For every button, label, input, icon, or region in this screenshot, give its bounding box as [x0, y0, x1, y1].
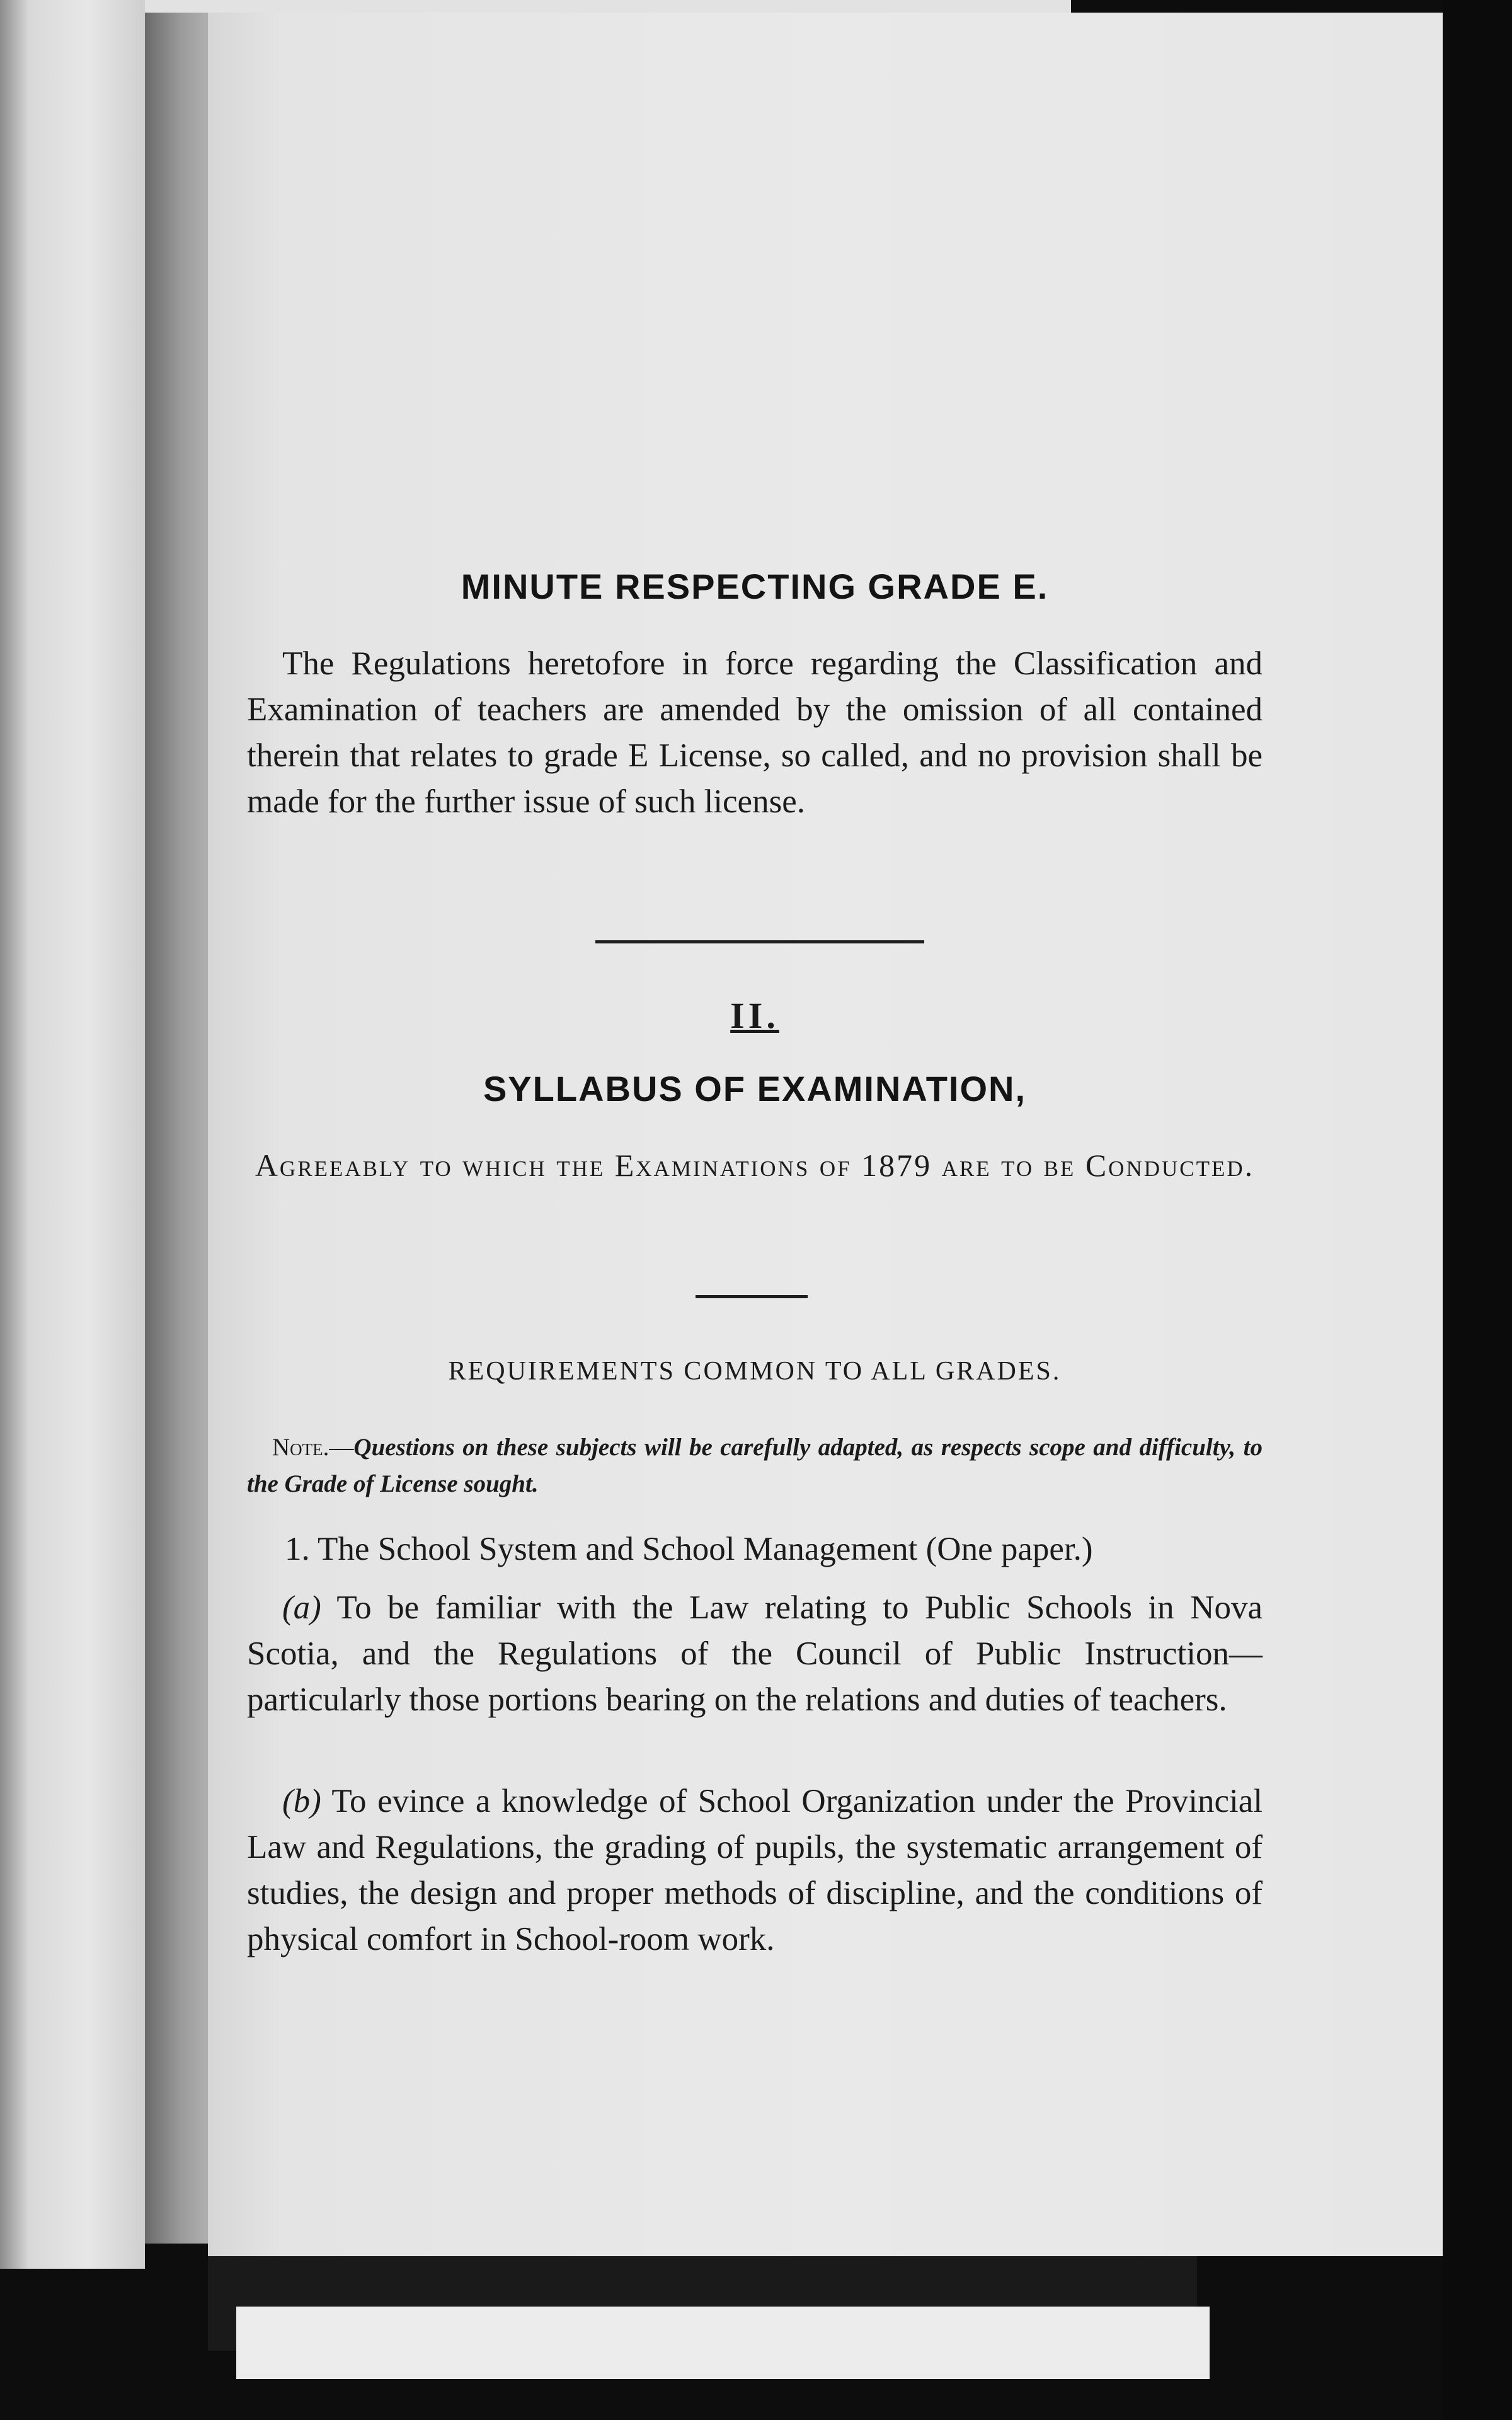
item-a-text: To be familiar with the Law relating to Public Schools in Nova Scotia, and the Regulations of the Council of Public Instruction—particularly those portions bearing on the relations and duties of teachers.	[247, 1589, 1263, 1718]
short-divider-rule	[696, 1295, 808, 1298]
right-dark-border	[1443, 0, 1512, 2420]
item-b-paragraph	[247, 1778, 1263, 1962]
note-text: Questions on these subjects will be carefully adapted, as respects scope and difficulty, to the Grade of License sought.	[247, 1434, 1263, 1497]
bottom-paper-slip	[236, 2307, 1210, 2379]
item-1-heading: 1. The School System and School Management (One paper.)	[285, 1531, 1093, 1567]
syllabus-subheading: Agreeably to which the Examinations of 1879 are to be Conducted.	[255, 1148, 1255, 1183]
section-divider-rule	[595, 940, 924, 943]
note-label: Note.—	[272, 1434, 354, 1461]
section-number: II.	[730, 995, 779, 1036]
minute-paragraph: The Regulations heretofore in force regarding the Classification and Examination of teachers are amended by the omission of all contained therein that relates to grade E License, so called, and no provision shall be made for the further issue of such license.	[247, 645, 1263, 820]
requirements-heading: REQUIREMENTS COMMON TO ALL GRADES.	[448, 1357, 1062, 1386]
note-paragraph	[247, 1429, 1263, 1502]
syllabus-heading: SYLLABUS OF EXAMINATION,	[483, 1069, 1027, 1109]
item-a-paragraph	[247, 1585, 1263, 1723]
item-b-marker: (b)	[282, 1783, 321, 1819]
item-a-marker: (a)	[282, 1589, 321, 1626]
left-page-edge	[0, 0, 145, 2269]
item-b-text: To evince a knowledge of School Organization under the Provincial Law and Regulations, the grading of pupils, the systematic arrangement of studies, the design and proper methods of discipline, and the conditions of physical comfort in School-room work.	[247, 1783, 1263, 1957]
minute-heading: MINUTE RESPECTING GRADE E.	[461, 567, 1049, 606]
